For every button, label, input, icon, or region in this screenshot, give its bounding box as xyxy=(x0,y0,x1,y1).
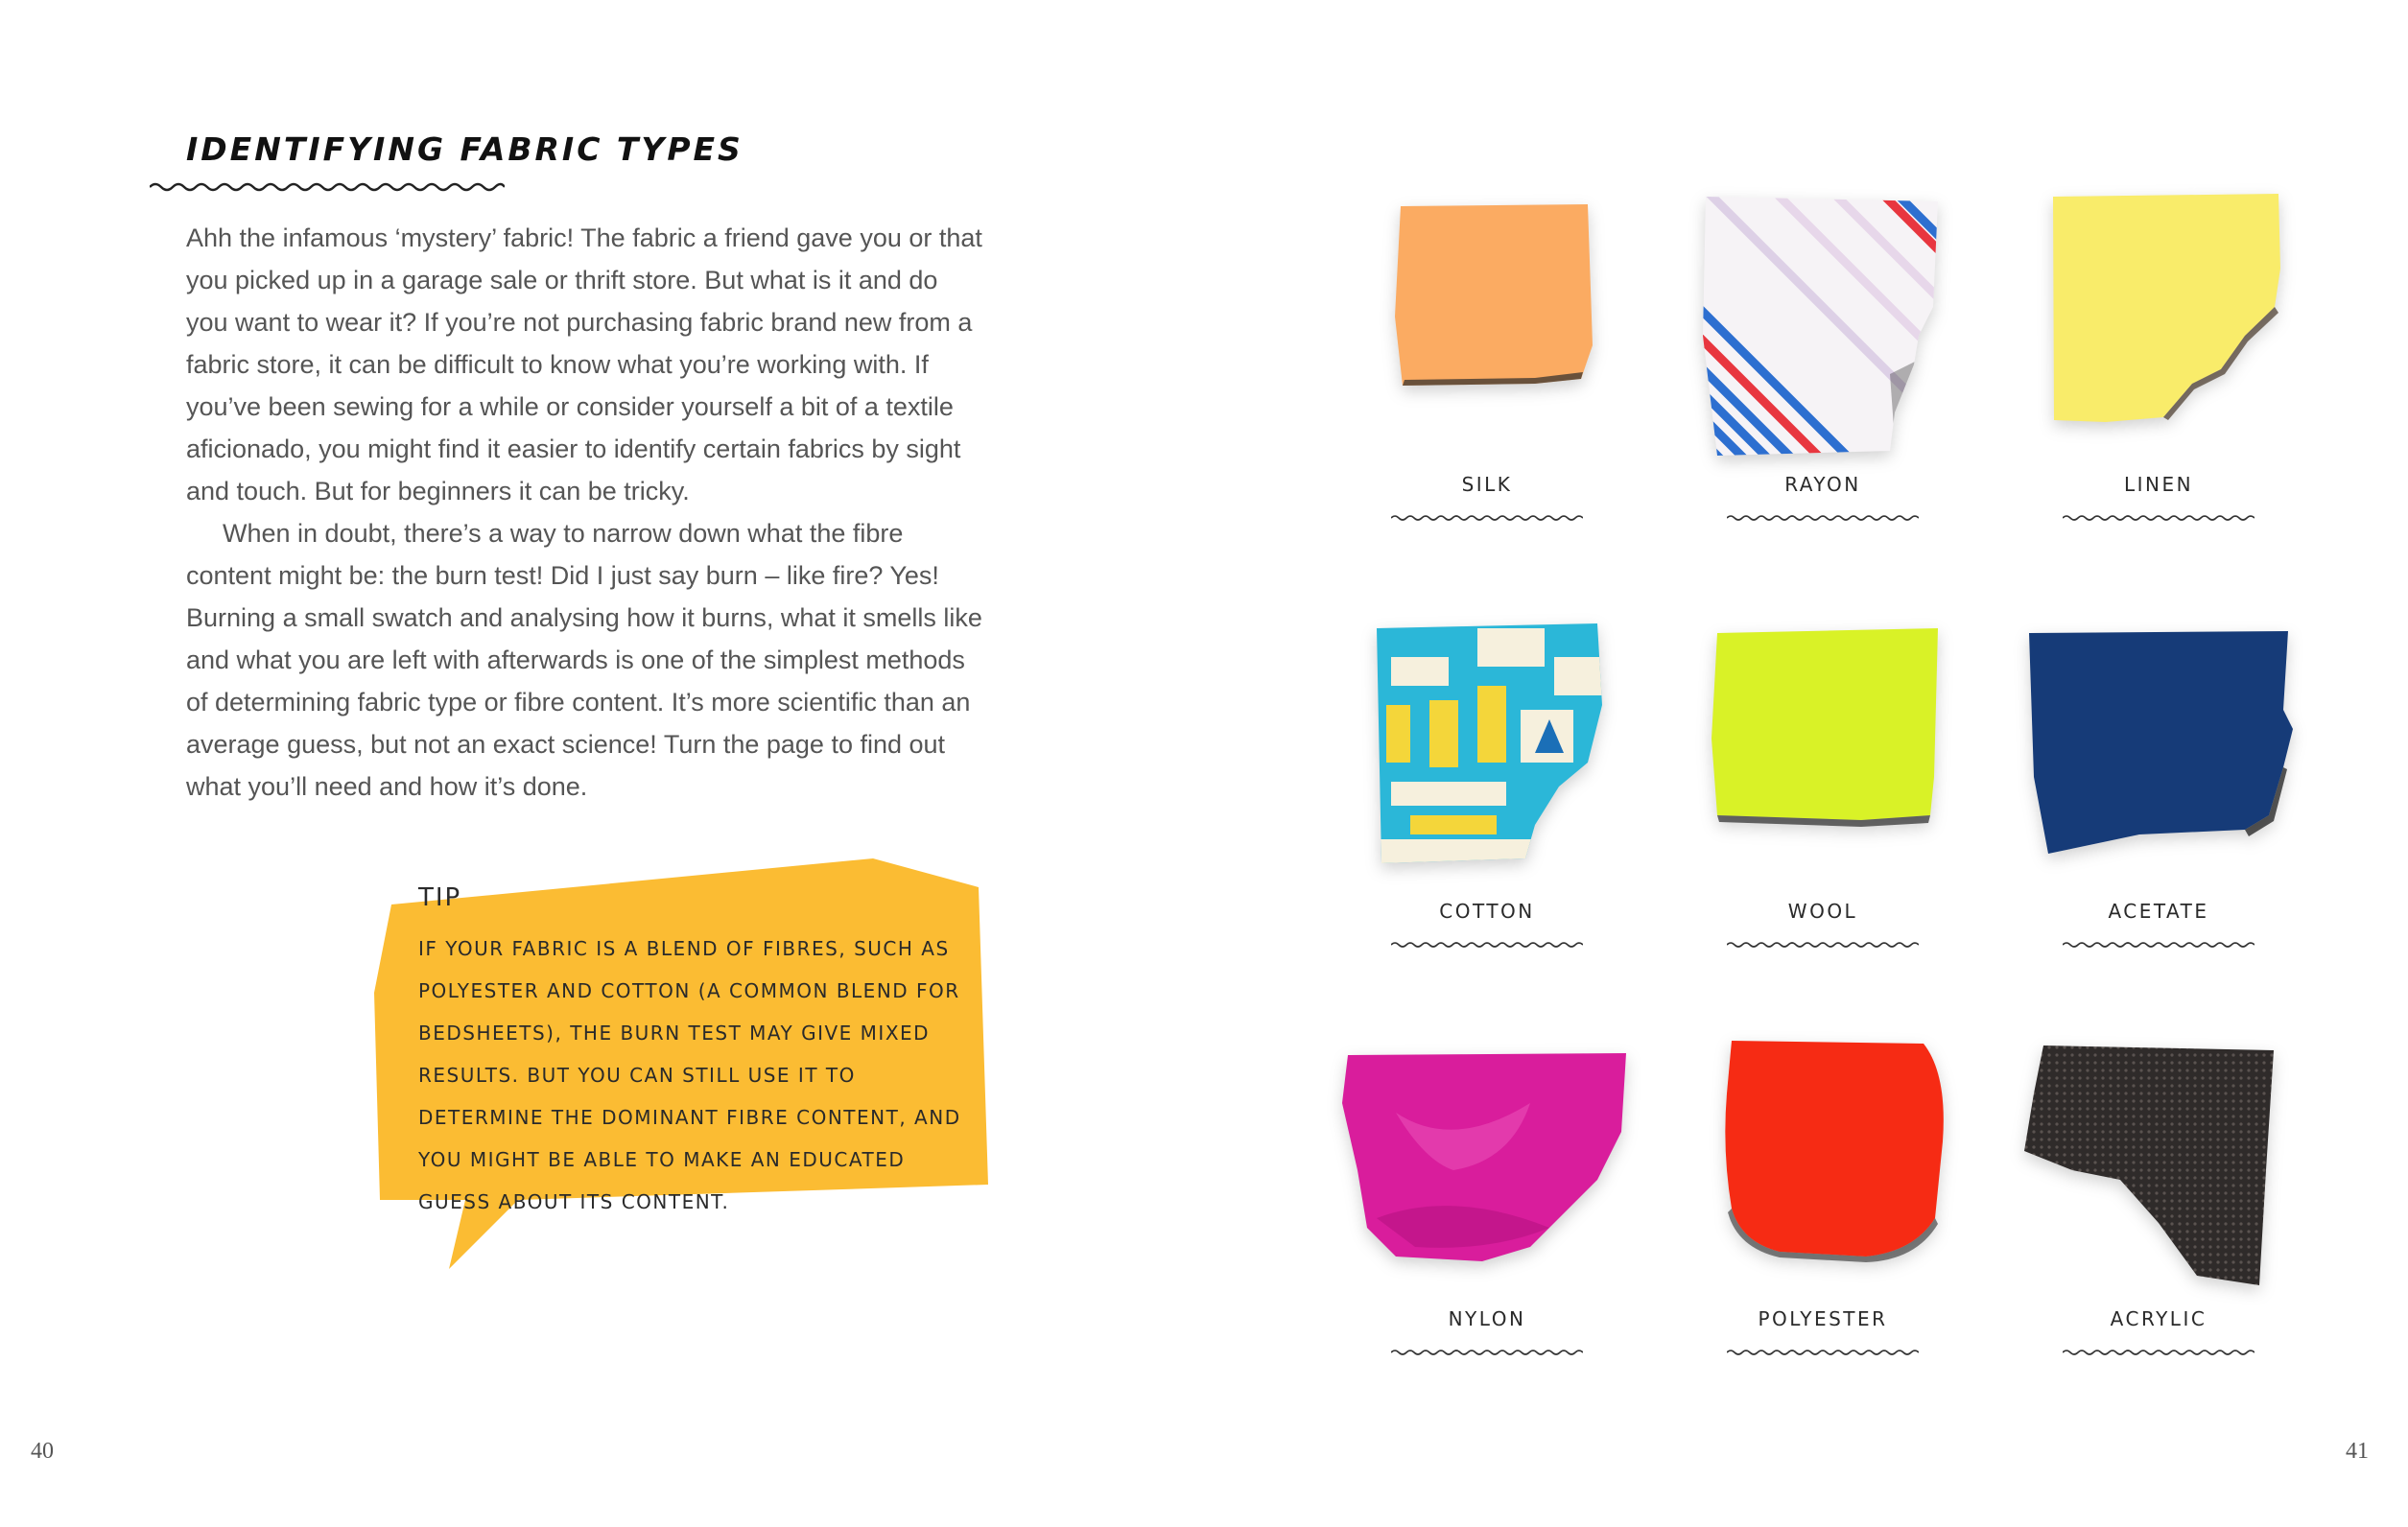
intro-text xyxy=(186,217,982,808)
swatch-label-nylon: NYLON xyxy=(1448,1307,1526,1330)
polyester-fabric-swatch xyxy=(1712,1036,1952,1276)
swatch-label-rayon: RAYON xyxy=(1784,473,1861,496)
swatch-label-silk: SILK xyxy=(1461,473,1513,496)
tip-title: TIP xyxy=(418,883,462,912)
swatch-label-acrylic: ACRYLIC xyxy=(2110,1307,2207,1330)
swatch-linen xyxy=(1995,173,2322,537)
section-heading: IDENTIFYING FABRIC TYPES xyxy=(186,130,744,168)
wool-fabric-swatch xyxy=(1708,623,1948,844)
tip-callout xyxy=(374,858,998,1271)
swatch-wool xyxy=(1660,599,1986,964)
tip-text: IF YOUR FABRIC IS A BLEND OF FIBRES, SUCH AS POLYESTER AND COTTON (A COMMON BLEND FOR BEDSHEETS), THE BURN TEST MAY GIVE MIXED RESULTS. BUT YOU CAN STILL USE IT TO DETERMINE THE DOMINANT FIBRE CONTENT, AND YOU MIGHT BE ABLE TO MAKE AN EDUCATED GUESS ABOUT ITS CONTENT. xyxy=(418,937,961,1213)
nylon-fabric-swatch xyxy=(1338,1045,1636,1276)
label-underline xyxy=(1727,940,1919,950)
fabric-swatch-grid xyxy=(1324,173,2322,1372)
swatch-silk xyxy=(1324,173,1650,537)
label-underline xyxy=(2063,1348,2255,1357)
label-underline xyxy=(1391,940,1583,950)
page-number-right: 41 xyxy=(2346,1439,2369,1464)
label-underline xyxy=(1391,513,1583,523)
label-underline xyxy=(2063,513,2255,523)
acrylic-fabric-swatch xyxy=(2015,1036,2302,1295)
label-underline xyxy=(1727,513,1919,523)
linen-fabric-swatch xyxy=(2048,192,2288,441)
silk-fabric-swatch xyxy=(1391,201,1602,393)
swatch-label-acetate: ACETATE xyxy=(2108,900,2209,923)
swatch-label-cotton: COTTON xyxy=(1439,900,1535,923)
label-underline xyxy=(2063,940,2255,950)
page-number-left: 40 xyxy=(31,1439,54,1464)
swatch-label-linen: LINEN xyxy=(2123,473,2194,496)
intro-paragraph-1: Ahh the infamous ‘mystery’ fabric! The fabric a friend gave you or that you picked up in a garage sale or thrift store. But what is it and do you want to wear it? If you’re not purchasing fabric brand new from a fabric store, it can be difficult to know what you’re working with. If you’ve been sewing for a while or consider yourself a bit of a textile aficionado, you might find it easier to identify certain fabrics by sight and touch. But for beginners it can be tricky. xyxy=(186,223,982,505)
cotton-fabric-swatch xyxy=(1372,619,1612,868)
swatch-label-polyester: POLYESTER xyxy=(1758,1307,1888,1330)
swatch-cotton xyxy=(1324,599,1650,964)
label-underline xyxy=(1391,1348,1583,1357)
swatch-acrylic xyxy=(1995,1007,2322,1372)
swatch-rayon xyxy=(1660,173,1986,537)
swatch-label-wool: WOOL xyxy=(1787,900,1858,923)
rayon-fabric-swatch xyxy=(1698,192,1948,460)
swatch-polyester xyxy=(1660,1007,1986,1372)
swatch-nylon xyxy=(1324,1007,1650,1372)
acetate-fabric-swatch xyxy=(2024,623,2302,873)
heading-underline xyxy=(150,180,505,194)
label-underline xyxy=(1727,1348,1919,1357)
intro-paragraph-2: When in doubt, there’s a way to narrow down what the fibre content might be: the burn test! Did I just say burn – like fire? Yes! Burning a small swatch and analysing how it burns, what it smells like and what you are left with afterwards is one of the simplest methods of determining fabric type or fibre content. It’s more scientific than an average guess, but not an exact science! Turn the page to find out what you’ll need and how it’s done. xyxy=(186,519,982,801)
swatch-acetate xyxy=(1995,599,2322,964)
